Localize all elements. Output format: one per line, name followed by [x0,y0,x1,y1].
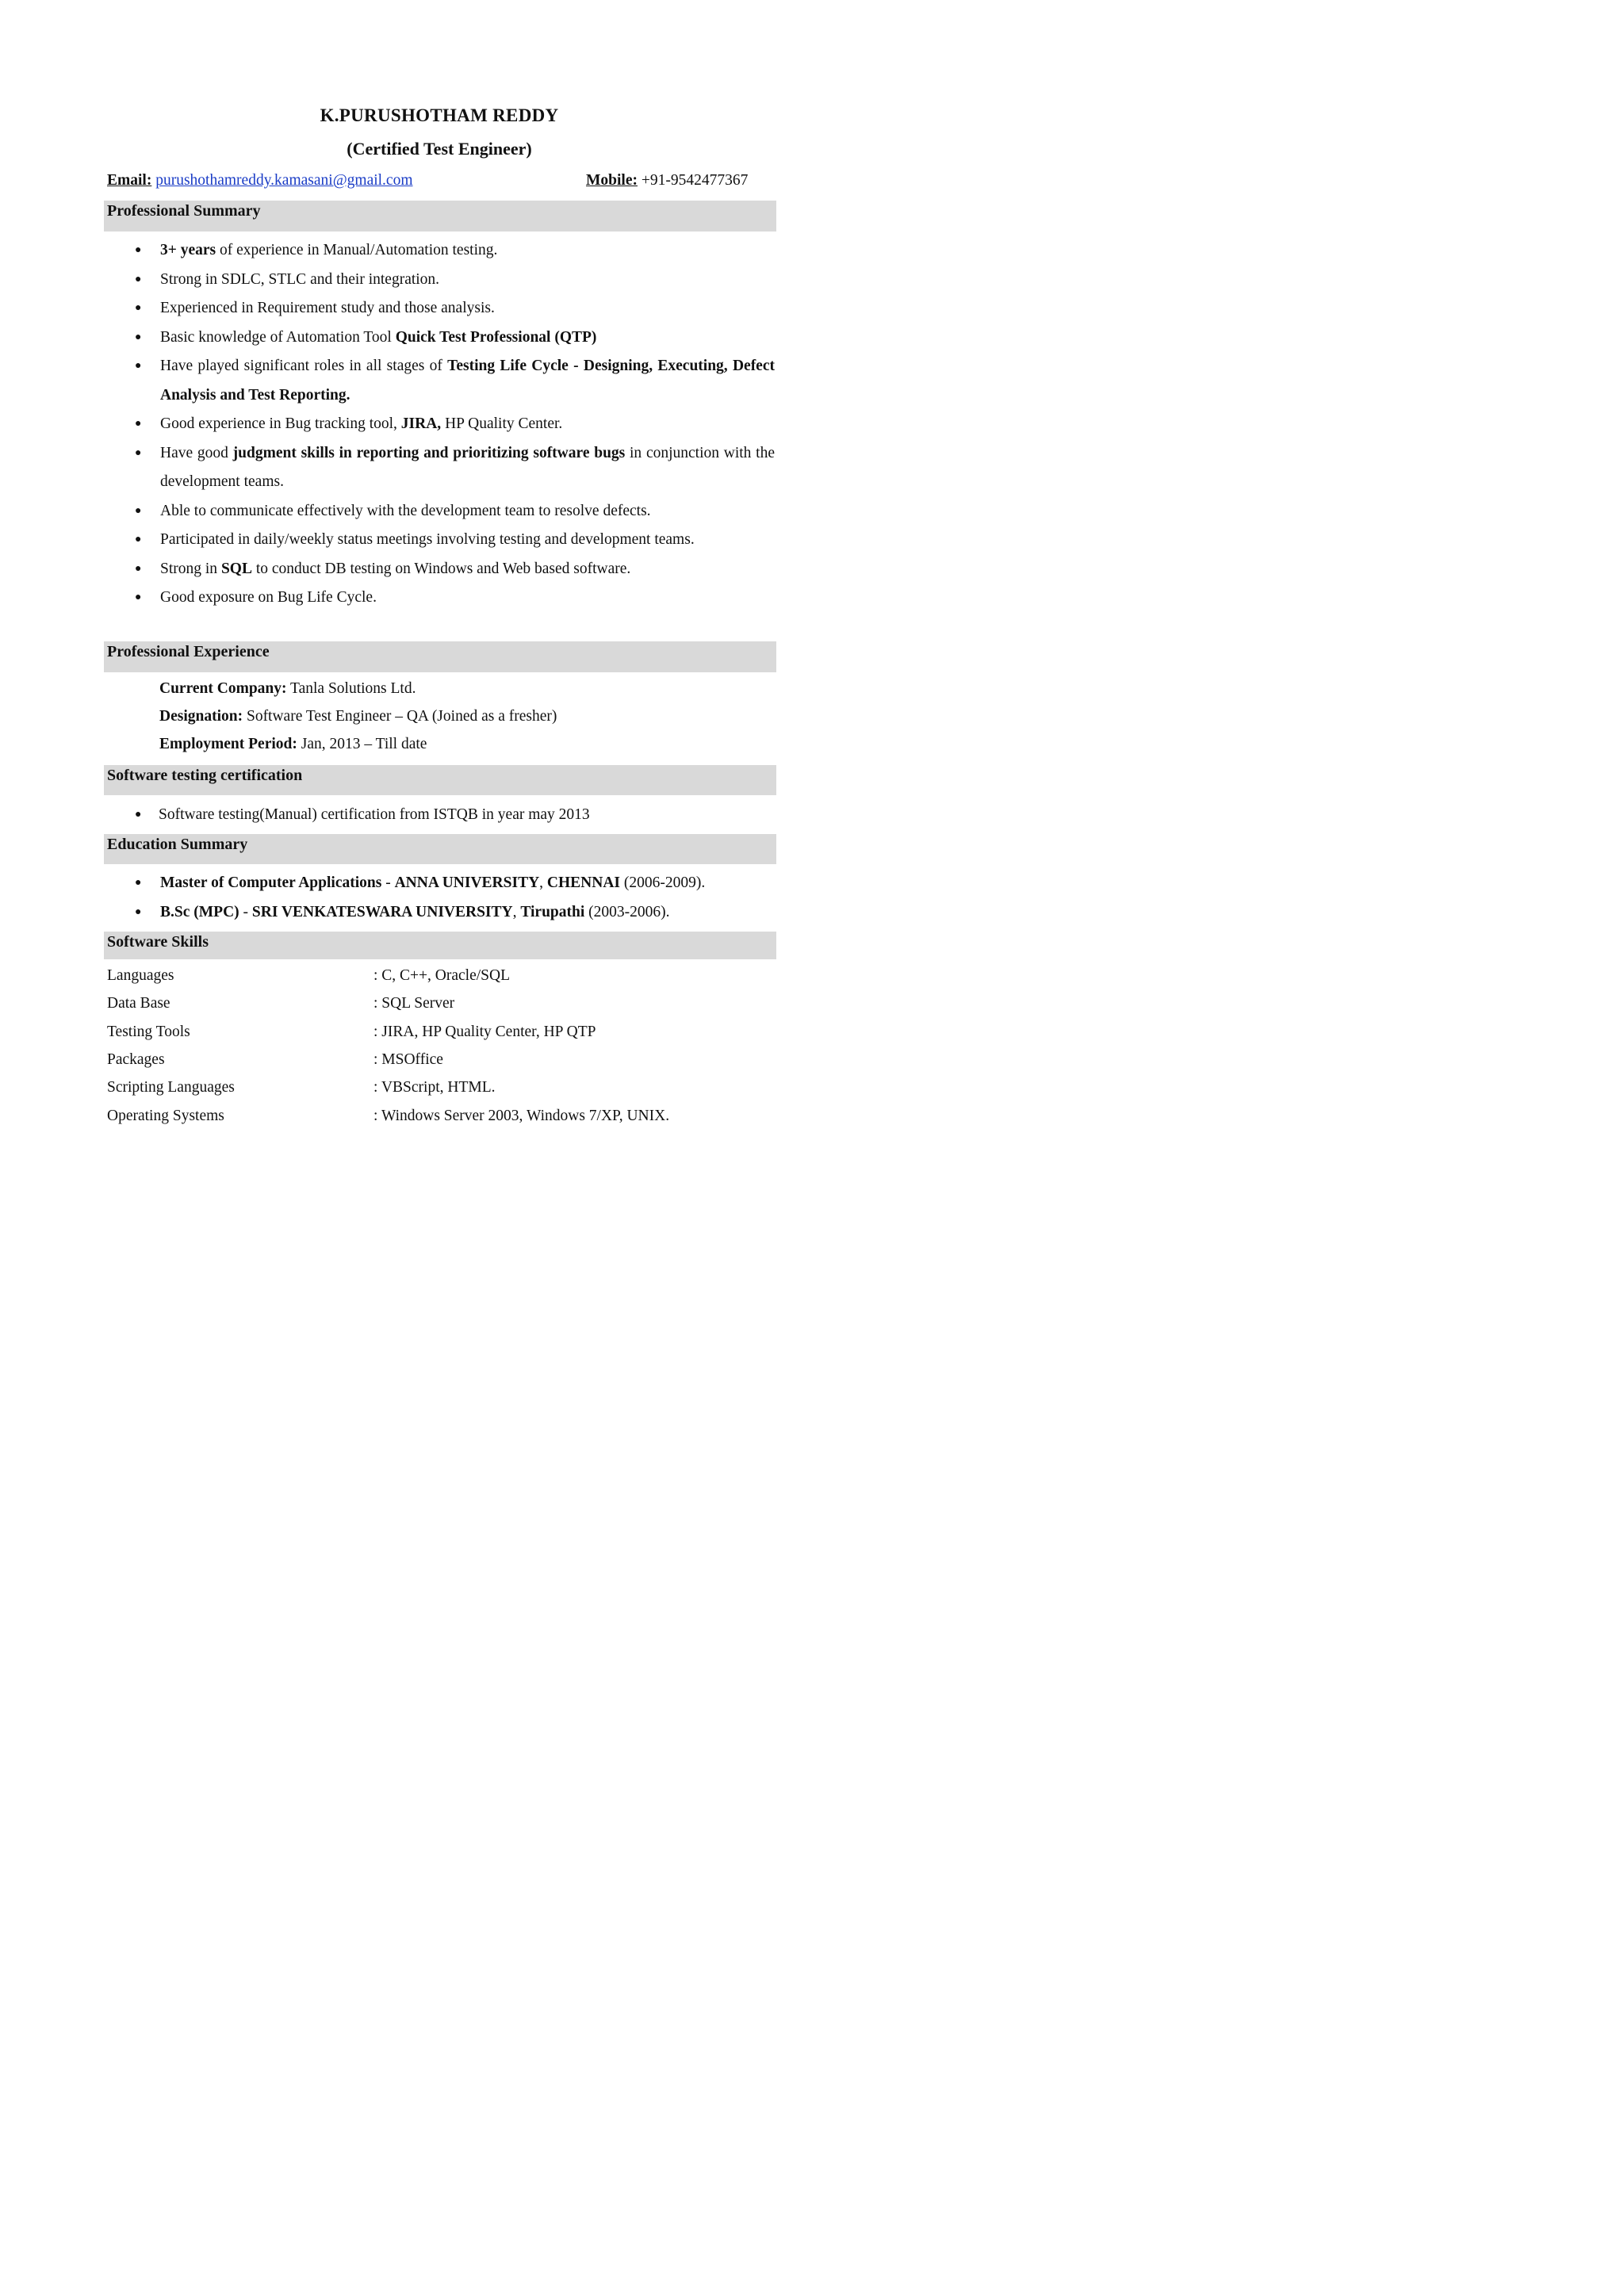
bullet-icon: ● [135,273,142,285]
skills-row [107,1108,757,1130]
bullet-icon: ● [135,562,142,575]
bullet-icon: ● [135,504,142,517]
bullet-icon: ● [135,302,142,314]
list-item: ● Have good judgment skills in reporting and prioritizing software bugs in conjunction with the development teams. [0,439,879,497]
candidate-name: K.PURUSHOTHAM REDDY [320,105,559,125]
bullet-icon: ● [135,331,142,343]
section-heading-education: Education Summary [104,834,776,864]
section-heading-summary: Professional Summary [104,201,776,232]
bullet-icon: ● [135,446,142,459]
skills-row [107,1024,757,1046]
email-link[interactable]: purushothamreddy.kamasani@gmail.com [155,172,413,189]
skill-value: : MSOffice [373,1051,443,1068]
list-item: ● B.Sc (MPC) - SRI VENKATESWARA UNIVERSITY, Tirupathi (2003-2006). [0,898,879,928]
list-item: ● Experienced in Requirement study and those analysis. [0,294,879,323]
skill-key: Packages [107,1051,165,1068]
summary-list [0,236,879,613]
list-item: ● 3+ years of experience in Manual/Automation testing. [0,236,879,266]
bullet-icon: ● [135,360,142,372]
list-item: ● Good exposure on Bug Life Cycle. [0,584,879,613]
list-item: ● Master of Computer Applications - ANNA UNIVERSITY, CHENNAI (2006-2009). [0,869,879,898]
skills-row [107,967,757,989]
section-heading-experience: Professional Experience [104,641,776,672]
skill-value: : C, C++, Oracle/SQL [373,967,511,984]
section-heading-certification: Software testing certification [104,765,776,795]
section-heading-skills: Software Skills [104,932,776,959]
skill-key: Languages [107,967,174,984]
skill-key: Testing Tools [107,1024,190,1040]
skill-key: Operating Systems [107,1108,224,1124]
skills-row [107,1079,757,1101]
skill-key: Scripting Languages [107,1079,235,1096]
mobile-number: +91-9542477367 [641,172,749,189]
skill-value: : Windows Server 2003, Windows 7/XP, UNIX. [373,1108,670,1124]
mobile-block [586,172,748,189]
bullet-icon: ● [135,244,142,256]
list-item: ● Software testing(Manual) certification from ISTQB in year may 2013 [0,801,879,830]
resume-page [0,0,879,1242]
list-item: ● Basic knowledge of Automation Tool Quick Test Professional (QTP) [0,323,879,353]
skill-value: : VBScript, HTML. [373,1079,496,1096]
bullet-icon: ● [135,418,142,430]
skills-row [107,1051,757,1073]
education-list [0,869,879,927]
mobile-label: Mobile: [586,172,638,189]
list-item: ● Strong in SQL to conduct DB testing on Windows and Web based software. [0,555,879,584]
bullet-icon: ● [135,809,142,821]
candidate-title: (Certified Test Engineer) [347,139,532,159]
list-item: ● Have played significant roles in all stages of Testing Life Cycle - Designing, Executing, Defect Analysis and Test Reporting. [0,352,879,410]
bullet-icon: ● [135,534,142,545]
bullet-icon: ● [135,877,142,889]
list-item: ● Participated in daily/weekly status meetings involving testing and development teams. [0,526,879,555]
list-item: ● Strong in SDLC, STLC and their integration. [0,266,879,295]
email-label: Email: [107,172,152,189]
certification-list [0,801,879,830]
skill-key: Data Base [107,995,170,1012]
skill-value: : JIRA, HP Quality Center, HP QTP [373,1024,596,1040]
skills-row [107,995,757,1017]
contact-line [107,172,757,193]
list-item: ● Good experience in Bug tracking tool, JIRA, HP Quality Center. [0,410,879,439]
experience-designation: Designation: Software Test Engineer – QA (Joined as a fresher) [159,708,557,725]
list-item: ● Able to communicate effectively with the development team to resolve defects. [0,497,879,526]
bullet-icon: ● [135,591,142,603]
email-block [107,172,413,189]
skill-value: : SQL Server [373,995,455,1012]
experience-period: Employment Period: Jan, 2013 – Till date [159,736,427,752]
experience-company: Current Company: Tanla Solutions Ltd. [159,680,416,697]
bullet-icon: ● [135,905,142,918]
